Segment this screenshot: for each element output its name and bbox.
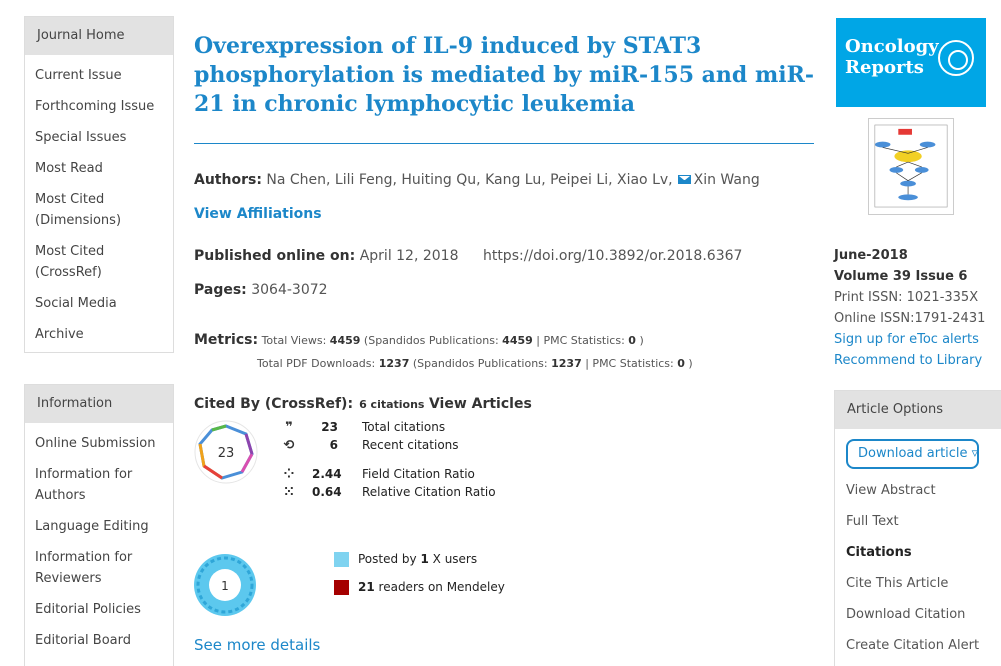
journal-logo-icon xyxy=(938,40,974,76)
authors-line xyxy=(194,172,760,188)
views-value: 4459 xyxy=(329,334,361,347)
sidebar-item-info-authors[interactable]: Information for Authors xyxy=(35,467,133,503)
pages-line xyxy=(194,282,328,298)
cover-title-line2: Reports xyxy=(845,57,924,78)
quote-icon: ❞ xyxy=(285,420,293,435)
cited-by-label: Cited By (CrossRef): xyxy=(194,396,354,412)
sidebar-item-most-read[interactable]: Most Read xyxy=(35,161,103,176)
download-article-button[interactable]: Download article ▿ xyxy=(846,439,979,469)
sidebar-item-online-submission[interactable]: Online Submission xyxy=(35,436,156,451)
sidebar-item-language-editing[interactable]: Language Editing xyxy=(35,519,149,534)
mendeley-count: 21 xyxy=(358,580,375,594)
pdf-value: 1237 xyxy=(378,357,410,370)
article-title: Overexpression of IL-9 induced by STAT3 phosphorylation is mediated by miR-155 and miR-21 in chronic lymphocytic leukemia xyxy=(194,33,814,117)
field-ratio-value: 2.44 xyxy=(312,467,342,481)
sidebar-item-archive[interactable]: Archive xyxy=(35,327,84,342)
pdf-spandidos-value: 1237 xyxy=(551,357,582,370)
print-issn: Print ISSN: 1021-335X xyxy=(834,290,979,305)
corresponding-author[interactable]: Xin Wang xyxy=(693,172,760,188)
article-options-box xyxy=(834,390,1001,666)
pages-label: Pages: xyxy=(194,282,247,298)
option-download-citation[interactable]: Download Citation xyxy=(846,607,966,622)
mail-icon[interactable] xyxy=(678,175,691,184)
views-spandidos-value: 4459 xyxy=(502,334,533,347)
view-articles-link[interactable]: View Articles xyxy=(428,396,532,412)
issue-date-value: June-2018 xyxy=(834,248,908,263)
authors-label: Authors: xyxy=(194,172,262,188)
title-divider xyxy=(194,143,814,144)
relative-ratio-icon: ⁙ xyxy=(283,485,295,500)
sidebar-item-info-reviewers[interactable]: Information for Reviewers xyxy=(35,550,133,586)
online-issn: Online ISSN:1791-2431 xyxy=(834,311,986,326)
posted-suffix: X users xyxy=(432,552,478,566)
mendeley-color-swatch xyxy=(334,580,349,595)
recent-icon: ⟲ xyxy=(283,438,295,453)
field-ratio-label: Field Citation Ratio xyxy=(362,467,475,481)
views-pmc-label: | PMC Statistics: xyxy=(536,334,625,347)
issue-volume-value[interactable]: Volume 39 Issue 6 xyxy=(834,269,968,284)
pages-value: 3064-3072 xyxy=(251,282,328,298)
mendeley-suffix: readers on Mendeley xyxy=(378,580,505,594)
dimensions-badge[interactable] xyxy=(194,420,258,484)
field-ratio-icon: ⁘ xyxy=(283,467,295,482)
option-citations[interactable]: Citations xyxy=(846,545,912,560)
sidebar-item-editorial-policies[interactable]: Editorial Policies xyxy=(35,602,141,617)
authors-list[interactable]: Na Chen, Lili Feng, Huiting Qu, Kang Lu, Peipei Li, Xiao Lv, xyxy=(266,172,673,188)
metrics-views xyxy=(194,332,644,348)
total-citations-label: Total citations xyxy=(362,420,446,434)
published-line xyxy=(194,248,742,264)
published-date: April 12, 2018 xyxy=(359,248,459,264)
altmetric-badge-value: 1 xyxy=(221,579,229,593)
views-pmc-value: 0 xyxy=(628,334,636,347)
option-cite-this-article[interactable]: Cite This Article xyxy=(846,576,949,591)
see-more-details-link[interactable]: See more details xyxy=(194,636,321,654)
etoc-alerts-link[interactable]: Sign up for eToc alerts xyxy=(834,332,979,347)
views-label: Total Views: xyxy=(261,334,327,347)
pdf-close: ) xyxy=(688,357,693,370)
x-color-swatch xyxy=(334,552,349,567)
recent-citations-label: Recent citations xyxy=(362,438,459,452)
option-create-citation-alert[interactable]: Create Citation Alert xyxy=(846,638,980,653)
sidebar-item-forthcoming-issue[interactable]: Forthcoming Issue xyxy=(35,99,155,114)
relative-ratio-value: 0.64 xyxy=(312,485,342,499)
pdf-label: Total PDF Downloads: xyxy=(257,357,376,370)
published-label: Published online on: xyxy=(194,248,356,264)
altmetric-badge[interactable] xyxy=(192,552,258,618)
information-header: Information xyxy=(25,385,173,423)
pdf-pmc-label: | PMC Statistics: xyxy=(585,357,674,370)
relative-ratio-label: Relative Citation Ratio xyxy=(362,485,496,499)
cover-title xyxy=(845,36,939,78)
total-citations-value: 23 xyxy=(321,420,338,434)
option-view-abstract[interactable]: View Abstract xyxy=(846,483,936,498)
journal-cover[interactable] xyxy=(836,18,986,107)
sidebar-item-special-issues[interactable]: Special Issues xyxy=(35,130,127,145)
issue-volume[interactable] xyxy=(834,269,967,284)
sidebar-item-social-media[interactable]: Social Media xyxy=(35,296,117,311)
pdf-spandidos-label: (Spandidos Publications: xyxy=(412,357,548,370)
journal-home-header[interactable]: Journal Home xyxy=(25,17,173,55)
recommend-library-link[interactable]: Recommend to Library xyxy=(834,353,983,368)
cited-by-line xyxy=(194,396,532,412)
cover-title-line1: Oncology xyxy=(845,36,939,57)
metrics-label: Metrics: xyxy=(194,332,259,348)
doi-link[interactable]: https://doi.org/10.3892/or.2018.6367 xyxy=(482,248,743,264)
information-nav-box xyxy=(24,384,174,666)
sidebar-item-current-issue[interactable]: Current Issue xyxy=(35,68,122,83)
cited-by-count: 6 citations xyxy=(359,398,425,411)
dimensions-badge-value: 23 xyxy=(217,446,235,461)
graphical-abstract-thumbnail[interactable] xyxy=(868,118,954,215)
views-close: ) xyxy=(639,334,644,347)
posted-prefix: Posted by xyxy=(358,552,417,566)
sidebar-item-most-cited-crossref[interactable]: Most Cited (CrossRef) xyxy=(35,244,105,280)
altmetric-mendeley-row xyxy=(334,580,505,595)
metrics-pdf xyxy=(257,357,693,370)
issue-date xyxy=(834,248,908,263)
sidebar-item-most-cited-dimensions[interactable]: Most Cited (Dimensions) xyxy=(35,192,122,228)
option-full-text[interactable]: Full Text xyxy=(846,514,899,529)
journal-nav-box xyxy=(24,16,174,353)
views-spandidos-label: (Spandidos Publications: xyxy=(363,334,499,347)
recent-citations-value: 6 xyxy=(329,438,338,452)
sidebar-item-editorial-board[interactable]: Editorial Board xyxy=(35,633,132,648)
posted-count: 1 xyxy=(420,552,429,566)
pdf-pmc-value: 0 xyxy=(677,357,685,370)
altmetric-x-row xyxy=(334,552,477,567)
view-affiliations-link[interactable]: View Affiliations xyxy=(194,206,322,222)
article-options-header: Article Options xyxy=(835,391,1001,429)
